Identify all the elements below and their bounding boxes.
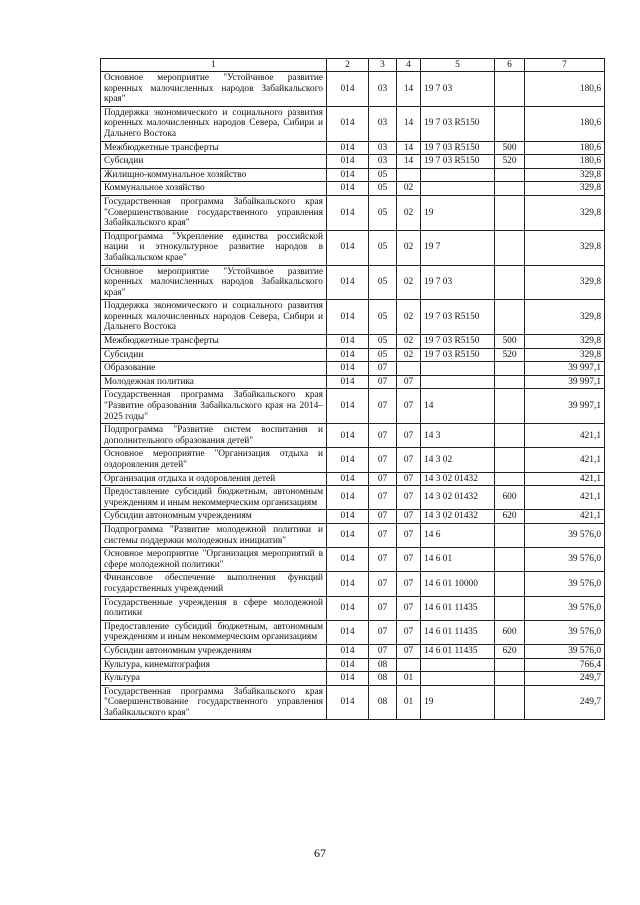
expense-type-cell bbox=[495, 448, 525, 472]
subsection-code-cell: 07 bbox=[397, 572, 421, 596]
target-article-cell: 19 7 03 R5150 bbox=[421, 348, 495, 362]
section-code-cell: 07 bbox=[369, 486, 397, 510]
subsection-code-cell: 07 bbox=[397, 375, 421, 389]
target-article-cell: 19 7 bbox=[421, 230, 495, 265]
section-code-cell: 03 bbox=[369, 106, 397, 141]
table-row bbox=[101, 658, 605, 672]
target-article-cell: 14 6 01 10000 bbox=[421, 572, 495, 596]
column-header: 2 bbox=[327, 59, 369, 72]
amount-cell: 180,6 bbox=[525, 72, 605, 107]
row-name-cell: Коммунальное хозяйство bbox=[101, 182, 327, 196]
section-code-cell: 07 bbox=[369, 510, 397, 524]
row-name-cell: Субсидии автономным учреждениям bbox=[101, 510, 327, 524]
row-name-cell: Образование bbox=[101, 362, 327, 376]
ministry-code-cell: 014 bbox=[327, 424, 369, 448]
ministry-code-cell: 014 bbox=[327, 375, 369, 389]
expense-type-cell: 620 bbox=[495, 644, 525, 658]
section-code-cell: 03 bbox=[369, 72, 397, 107]
section-code-cell: 05 bbox=[369, 300, 397, 335]
ministry-code-cell: 014 bbox=[327, 472, 369, 486]
table-row bbox=[101, 472, 605, 486]
header-row bbox=[101, 59, 605, 72]
section-code-cell: 03 bbox=[369, 155, 397, 169]
row-name-cell: Финансовое обеспечение выполнения функций государственных учреждений bbox=[101, 572, 327, 596]
amount-cell: 329,8 bbox=[525, 230, 605, 265]
table-row bbox=[101, 265, 605, 300]
ministry-code-cell: 014 bbox=[327, 141, 369, 155]
amount-cell: 39 576,0 bbox=[525, 620, 605, 644]
row-name-cell: Подпрограмма "Развитие систем воспитания и дополнительного образования детей" bbox=[101, 424, 327, 448]
column-header: 7 bbox=[525, 59, 605, 72]
amount-cell: 329,8 bbox=[525, 168, 605, 182]
subsection-code-cell: 07 bbox=[397, 510, 421, 524]
amount-cell: 39 576,0 bbox=[525, 548, 605, 572]
section-code-cell: 08 bbox=[369, 658, 397, 672]
section-code-cell: 05 bbox=[369, 348, 397, 362]
ministry-code-cell: 014 bbox=[327, 230, 369, 265]
target-article-cell bbox=[421, 375, 495, 389]
section-code-cell: 07 bbox=[369, 375, 397, 389]
target-article-cell: 14 6 bbox=[421, 523, 495, 547]
amount-cell: 180,6 bbox=[525, 106, 605, 141]
expense-type-cell bbox=[495, 230, 525, 265]
amount-cell: 249,7 bbox=[525, 672, 605, 686]
expense-type-cell bbox=[495, 424, 525, 448]
table-row bbox=[101, 375, 605, 389]
expense-type-cell bbox=[495, 672, 525, 686]
ministry-code-cell: 014 bbox=[327, 448, 369, 472]
target-article-cell: 19 bbox=[421, 195, 495, 230]
expense-type-cell: 600 bbox=[495, 486, 525, 510]
amount-cell: 421,1 bbox=[525, 510, 605, 524]
table-row bbox=[101, 644, 605, 658]
table-row bbox=[101, 72, 605, 107]
row-name-cell: Подпрограмма "Развитие молодежной политики и системы поддержки молодежных инициатив" bbox=[101, 523, 327, 547]
ministry-code-cell: 014 bbox=[327, 335, 369, 349]
target-article-cell bbox=[421, 182, 495, 196]
amount-cell: 39 576,0 bbox=[525, 572, 605, 596]
expense-type-cell bbox=[495, 72, 525, 107]
budget-table bbox=[100, 58, 605, 720]
target-article-cell: 14 bbox=[421, 389, 495, 424]
amount-cell: 39 997,1 bbox=[525, 375, 605, 389]
table-row bbox=[101, 424, 605, 448]
target-article-cell: 19 7 03 R5150 bbox=[421, 106, 495, 141]
ministry-code-cell: 014 bbox=[327, 523, 369, 547]
amount-cell: 329,8 bbox=[525, 195, 605, 230]
column-header: 6 bbox=[495, 59, 525, 72]
expense-type-cell: 500 bbox=[495, 141, 525, 155]
table-row bbox=[101, 389, 605, 424]
row-name-cell: Культура bbox=[101, 672, 327, 686]
row-name-cell: Молодежная политика bbox=[101, 375, 327, 389]
expense-type-cell: 520 bbox=[495, 155, 525, 169]
ministry-code-cell: 014 bbox=[327, 672, 369, 686]
subsection-code-cell: 07 bbox=[397, 620, 421, 644]
ministry-code-cell: 014 bbox=[327, 572, 369, 596]
target-article-cell: 19 bbox=[421, 685, 495, 720]
subsection-code-cell: 14 bbox=[397, 72, 421, 107]
section-code-cell: 07 bbox=[369, 572, 397, 596]
target-article-cell bbox=[421, 658, 495, 672]
amount-cell: 329,8 bbox=[525, 300, 605, 335]
amount-cell: 329,8 bbox=[525, 182, 605, 196]
column-header: 3 bbox=[369, 59, 397, 72]
table-row bbox=[101, 230, 605, 265]
row-name-cell: Основное мероприятие "Организация мероприятий в сфере молодежной политики" bbox=[101, 548, 327, 572]
subsection-code-cell: 01 bbox=[397, 672, 421, 686]
target-article-cell: 14 3 bbox=[421, 424, 495, 448]
row-name-cell: Основное мероприятие "Устойчивое развитие коренных малочисленных народов Забайкальского края" bbox=[101, 72, 327, 107]
page-number: 67 bbox=[314, 846, 326, 860]
section-code-cell: 07 bbox=[369, 596, 397, 620]
subsection-code-cell: 02 bbox=[397, 300, 421, 335]
table-row bbox=[101, 362, 605, 376]
expense-type-cell bbox=[495, 685, 525, 720]
subsection-code-cell: 02 bbox=[397, 230, 421, 265]
section-code-cell: 08 bbox=[369, 685, 397, 720]
row-name-cell: Организация отдыха и оздоровления детей bbox=[101, 472, 327, 486]
subsection-code-cell: 07 bbox=[397, 472, 421, 486]
amount-cell: 329,8 bbox=[525, 348, 605, 362]
expense-type-cell: 500 bbox=[495, 335, 525, 349]
amount-cell: 39 997,1 bbox=[525, 389, 605, 424]
expense-type-cell bbox=[495, 168, 525, 182]
ministry-code-cell: 014 bbox=[327, 300, 369, 335]
target-article-cell: 14 3 02 01432 bbox=[421, 472, 495, 486]
table-row bbox=[101, 300, 605, 335]
expense-type-cell bbox=[495, 596, 525, 620]
expense-type-cell bbox=[495, 572, 525, 596]
table-row bbox=[101, 620, 605, 644]
amount-cell: 39 576,0 bbox=[525, 644, 605, 658]
row-name-cell: Субсидии bbox=[101, 348, 327, 362]
expense-type-cell bbox=[495, 106, 525, 141]
subsection-code-cell: 07 bbox=[397, 424, 421, 448]
target-article-cell: 19 7 03 R5150 bbox=[421, 155, 495, 169]
row-name-cell: Субсидии автономным учреждениям bbox=[101, 644, 327, 658]
row-name-cell: Основное мероприятие "Организация отдыха и оздоровления детей" bbox=[101, 448, 327, 472]
expense-type-cell bbox=[495, 523, 525, 547]
subsection-code-cell: 07 bbox=[397, 389, 421, 424]
ministry-code-cell: 014 bbox=[327, 644, 369, 658]
table-row bbox=[101, 548, 605, 572]
ministry-code-cell: 014 bbox=[327, 510, 369, 524]
table-row bbox=[101, 685, 605, 720]
amount-cell: 39 576,0 bbox=[525, 523, 605, 547]
table-row bbox=[101, 672, 605, 686]
column-header: 4 bbox=[397, 59, 421, 72]
subsection-code-cell: 02 bbox=[397, 182, 421, 196]
amount-cell: 180,6 bbox=[525, 155, 605, 169]
amount-cell: 329,8 bbox=[525, 335, 605, 349]
target-article-cell bbox=[421, 168, 495, 182]
table-row bbox=[101, 155, 605, 169]
amount-cell: 180,6 bbox=[525, 141, 605, 155]
section-code-cell: 07 bbox=[369, 424, 397, 448]
ministry-code-cell: 014 bbox=[327, 168, 369, 182]
table-row bbox=[101, 335, 605, 349]
section-code-cell: 07 bbox=[369, 548, 397, 572]
section-code-cell: 07 bbox=[369, 472, 397, 486]
row-name-cell: Предоставление субсидий бюджетным, автономным учреждениям и иным некоммерческим организациям bbox=[101, 620, 327, 644]
expense-type-cell bbox=[495, 182, 525, 196]
amount-cell: 249,7 bbox=[525, 685, 605, 720]
row-name-cell: Субсидии bbox=[101, 155, 327, 169]
expense-type-cell: 520 bbox=[495, 348, 525, 362]
subsection-code-cell: 02 bbox=[397, 348, 421, 362]
section-code-cell: 05 bbox=[369, 182, 397, 196]
subsection-code-cell: 14 bbox=[397, 141, 421, 155]
ministry-code-cell: 014 bbox=[327, 548, 369, 572]
ministry-code-cell: 014 bbox=[327, 389, 369, 424]
ministry-code-cell: 014 bbox=[327, 182, 369, 196]
section-code-cell: 07 bbox=[369, 523, 397, 547]
amount-cell: 329,8 bbox=[525, 265, 605, 300]
subsection-code-cell: 07 bbox=[397, 486, 421, 510]
table-row bbox=[101, 182, 605, 196]
row-name-cell: Поддержка экономического и социального развития коренных малочисленных народов Севера, Сибири и Дальнего Востока bbox=[101, 106, 327, 141]
target-article-cell: 14 3 02 01432 bbox=[421, 486, 495, 510]
subsection-code-cell: 07 bbox=[397, 596, 421, 620]
ministry-code-cell: 014 bbox=[327, 658, 369, 672]
target-article-cell bbox=[421, 362, 495, 376]
row-name-cell: Культура, кинематография bbox=[101, 658, 327, 672]
expense-type-cell bbox=[495, 548, 525, 572]
table-row bbox=[101, 141, 605, 155]
expense-type-cell bbox=[495, 389, 525, 424]
amount-cell: 39 997,1 bbox=[525, 362, 605, 376]
expense-type-cell bbox=[495, 300, 525, 335]
subsection-code-cell: 02 bbox=[397, 335, 421, 349]
subsection-code-cell: 14 bbox=[397, 155, 421, 169]
amount-cell: 39 576,0 bbox=[525, 596, 605, 620]
subsection-code-cell: 02 bbox=[397, 195, 421, 230]
amount-cell: 766,4 bbox=[525, 658, 605, 672]
subsection-code-cell bbox=[397, 168, 421, 182]
expense-type-cell bbox=[495, 472, 525, 486]
target-article-cell: 19 7 03 R5150 bbox=[421, 141, 495, 155]
amount-cell: 421,1 bbox=[525, 486, 605, 510]
subsection-code-cell: 07 bbox=[397, 644, 421, 658]
table-row bbox=[101, 572, 605, 596]
target-article-cell: 19 7 03 bbox=[421, 265, 495, 300]
expense-type-cell bbox=[495, 658, 525, 672]
ministry-code-cell: 014 bbox=[327, 685, 369, 720]
target-article-cell: 14 6 01 11435 bbox=[421, 644, 495, 658]
table-row bbox=[101, 596, 605, 620]
subsection-code-cell bbox=[397, 362, 421, 376]
row-name-cell: Подпрограмма "Укрепление единства российской нации и этнокультурное развитие народов в Забайкальском крае" bbox=[101, 230, 327, 265]
subsection-code-cell bbox=[397, 658, 421, 672]
ministry-code-cell: 014 bbox=[327, 265, 369, 300]
subsection-code-cell: 01 bbox=[397, 685, 421, 720]
row-name-cell: Поддержка экономического и социального развития коренных малочисленных народов Севера, Сибири и Дальнего Востока bbox=[101, 300, 327, 335]
row-name-cell: Государственные учреждения в сфере молодежной политики bbox=[101, 596, 327, 620]
target-article-cell: 14 6 01 11435 bbox=[421, 596, 495, 620]
ministry-code-cell: 014 bbox=[327, 620, 369, 644]
amount-cell: 421,1 bbox=[525, 448, 605, 472]
ministry-code-cell: 014 bbox=[327, 72, 369, 107]
column-header: 1 bbox=[101, 59, 327, 72]
table-row bbox=[101, 106, 605, 141]
ministry-code-cell: 014 bbox=[327, 596, 369, 620]
expense-type-cell bbox=[495, 375, 525, 389]
row-name-cell: Межбюджетные трансферты bbox=[101, 335, 327, 349]
ministry-code-cell: 014 bbox=[327, 362, 369, 376]
target-article-cell: 14 3 02 01432 bbox=[421, 510, 495, 524]
table-row bbox=[101, 523, 605, 547]
target-article-cell: 14 3 02 bbox=[421, 448, 495, 472]
row-name-cell: Предоставление субсидий бюджетным, автономным учреждениям и иным некоммерческим организациям bbox=[101, 486, 327, 510]
ministry-code-cell: 014 bbox=[327, 348, 369, 362]
section-code-cell: 07 bbox=[369, 389, 397, 424]
expense-type-cell: 620 bbox=[495, 510, 525, 524]
row-name-cell: Государственная программа Забайкальского края "Совершенствование государственного управления Забайкальского края" bbox=[101, 195, 327, 230]
row-name-cell: Государственная программа Забайкальского края "Совершенствование государственного управления Забайкальского края" bbox=[101, 685, 327, 720]
target-article-cell: 19 7 03 R5150 bbox=[421, 335, 495, 349]
column-header: 5 bbox=[421, 59, 495, 72]
section-code-cell: 05 bbox=[369, 195, 397, 230]
target-article-cell: 19 7 03 bbox=[421, 72, 495, 107]
section-code-cell: 07 bbox=[369, 620, 397, 644]
section-code-cell: 05 bbox=[369, 168, 397, 182]
table-row bbox=[101, 486, 605, 510]
section-code-cell: 05 bbox=[369, 265, 397, 300]
table-row bbox=[101, 168, 605, 182]
expense-type-cell bbox=[495, 362, 525, 376]
table-row bbox=[101, 448, 605, 472]
target-article-cell: 14 6 01 bbox=[421, 548, 495, 572]
target-article-cell: 19 7 03 R5150 bbox=[421, 300, 495, 335]
subsection-code-cell: 14 bbox=[397, 106, 421, 141]
table-row bbox=[101, 510, 605, 524]
section-code-cell: 05 bbox=[369, 230, 397, 265]
ministry-code-cell: 014 bbox=[327, 195, 369, 230]
subsection-code-cell: 07 bbox=[397, 548, 421, 572]
expense-type-cell: 600 bbox=[495, 620, 525, 644]
row-name-cell: Межбюджетные трансферты bbox=[101, 141, 327, 155]
section-code-cell: 07 bbox=[369, 448, 397, 472]
expense-type-cell bbox=[495, 195, 525, 230]
ministry-code-cell: 014 bbox=[327, 155, 369, 169]
target-article-cell: 14 6 01 11435 bbox=[421, 620, 495, 644]
subsection-code-cell: 07 bbox=[397, 523, 421, 547]
row-name-cell: Государственная программа Забайкальского края "Развитие образования Забайкальского края на 2014–2025 годы" bbox=[101, 389, 327, 424]
section-code-cell: 05 bbox=[369, 335, 397, 349]
table-body bbox=[101, 72, 605, 720]
amount-cell: 421,1 bbox=[525, 424, 605, 448]
expense-type-cell bbox=[495, 265, 525, 300]
subsection-code-cell: 07 bbox=[397, 448, 421, 472]
section-code-cell: 07 bbox=[369, 362, 397, 376]
section-code-cell: 08 bbox=[369, 672, 397, 686]
subsection-code-cell: 02 bbox=[397, 265, 421, 300]
target-article-cell bbox=[421, 672, 495, 686]
ministry-code-cell: 014 bbox=[327, 106, 369, 141]
table-row bbox=[101, 348, 605, 362]
row-name-cell: Жилищно-коммунальное хозяйство bbox=[101, 168, 327, 182]
table-row bbox=[101, 195, 605, 230]
section-code-cell: 03 bbox=[369, 141, 397, 155]
ministry-code-cell: 014 bbox=[327, 486, 369, 510]
section-code-cell: 07 bbox=[369, 644, 397, 658]
amount-cell: 421,1 bbox=[525, 472, 605, 486]
row-name-cell: Основное мероприятие "Устойчивое развитие коренных малочисленных народов Забайкальского края" bbox=[101, 265, 327, 300]
